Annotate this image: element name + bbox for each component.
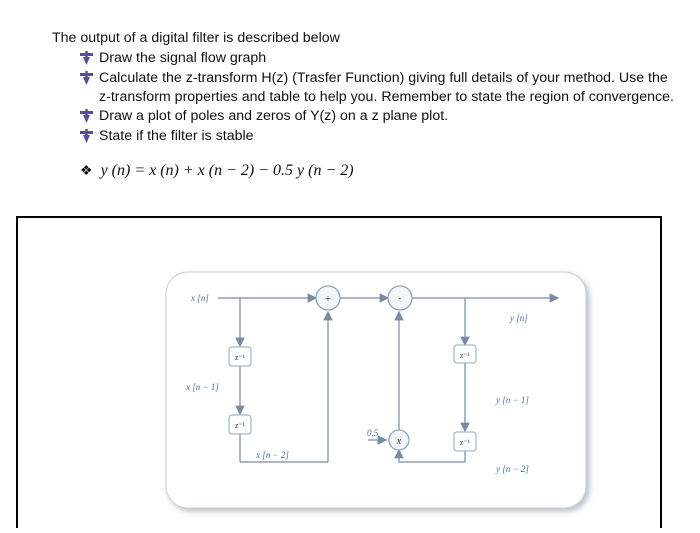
- delay-label: z⁻¹: [234, 421, 246, 430]
- sum-node-2-symbol: ·: [398, 293, 402, 305]
- y-n2-label: y [n − 2]: [496, 464, 529, 474]
- delay-label: z⁻¹: [459, 351, 471, 360]
- arrow-down-bullet-icon: [80, 129, 93, 144]
- y-n1-label: y [n − 1]: [496, 395, 529, 405]
- sum-node-1-symbol: +: [324, 293, 332, 305]
- x-n1-label: x [n − 1]: [186, 382, 219, 392]
- input-label: x [n]: [191, 293, 209, 303]
- difference-equation: [80, 162, 354, 180]
- task-text: State if the filter is stable: [99, 128, 254, 144]
- delay-label: z⁻¹: [459, 438, 471, 447]
- x-n2-label: x [n − 2]: [256, 450, 289, 460]
- multiplier-symbol: x: [396, 436, 402, 447]
- arrow-down-bullet-icon: [80, 51, 93, 66]
- diagram-frame: [16, 216, 662, 528]
- intro-text: The output of a digital filter is described below: [52, 30, 340, 46]
- output-label: y [n]: [510, 313, 528, 323]
- signal-flow-graph: [18, 218, 660, 528]
- arrow-down-bullet-icon: [80, 109, 93, 124]
- arrow-down-bullet-icon: [80, 71, 93, 86]
- delay-label: z⁻¹: [234, 353, 246, 362]
- task-text: Draw a plot of poles and zeros of Y(z) on a z plane plot.: [99, 108, 449, 124]
- task-text: Calculate the z-transform H(z) (Trasfer Function) giving full details of your method. Use the: [99, 70, 668, 86]
- equation-text: y (n) = x (n) + x (n − 2) − 0.5 y (n − 2): [100, 162, 354, 179]
- diamond-bullet-icon: ❖: [80, 164, 93, 179]
- gain-label: 0.5: [367, 428, 379, 438]
- task-text: z-transform properties and table to help you. Remember to state the region of convergence.: [99, 89, 674, 105]
- task-text: Draw the signal flow graph: [99, 50, 267, 66]
